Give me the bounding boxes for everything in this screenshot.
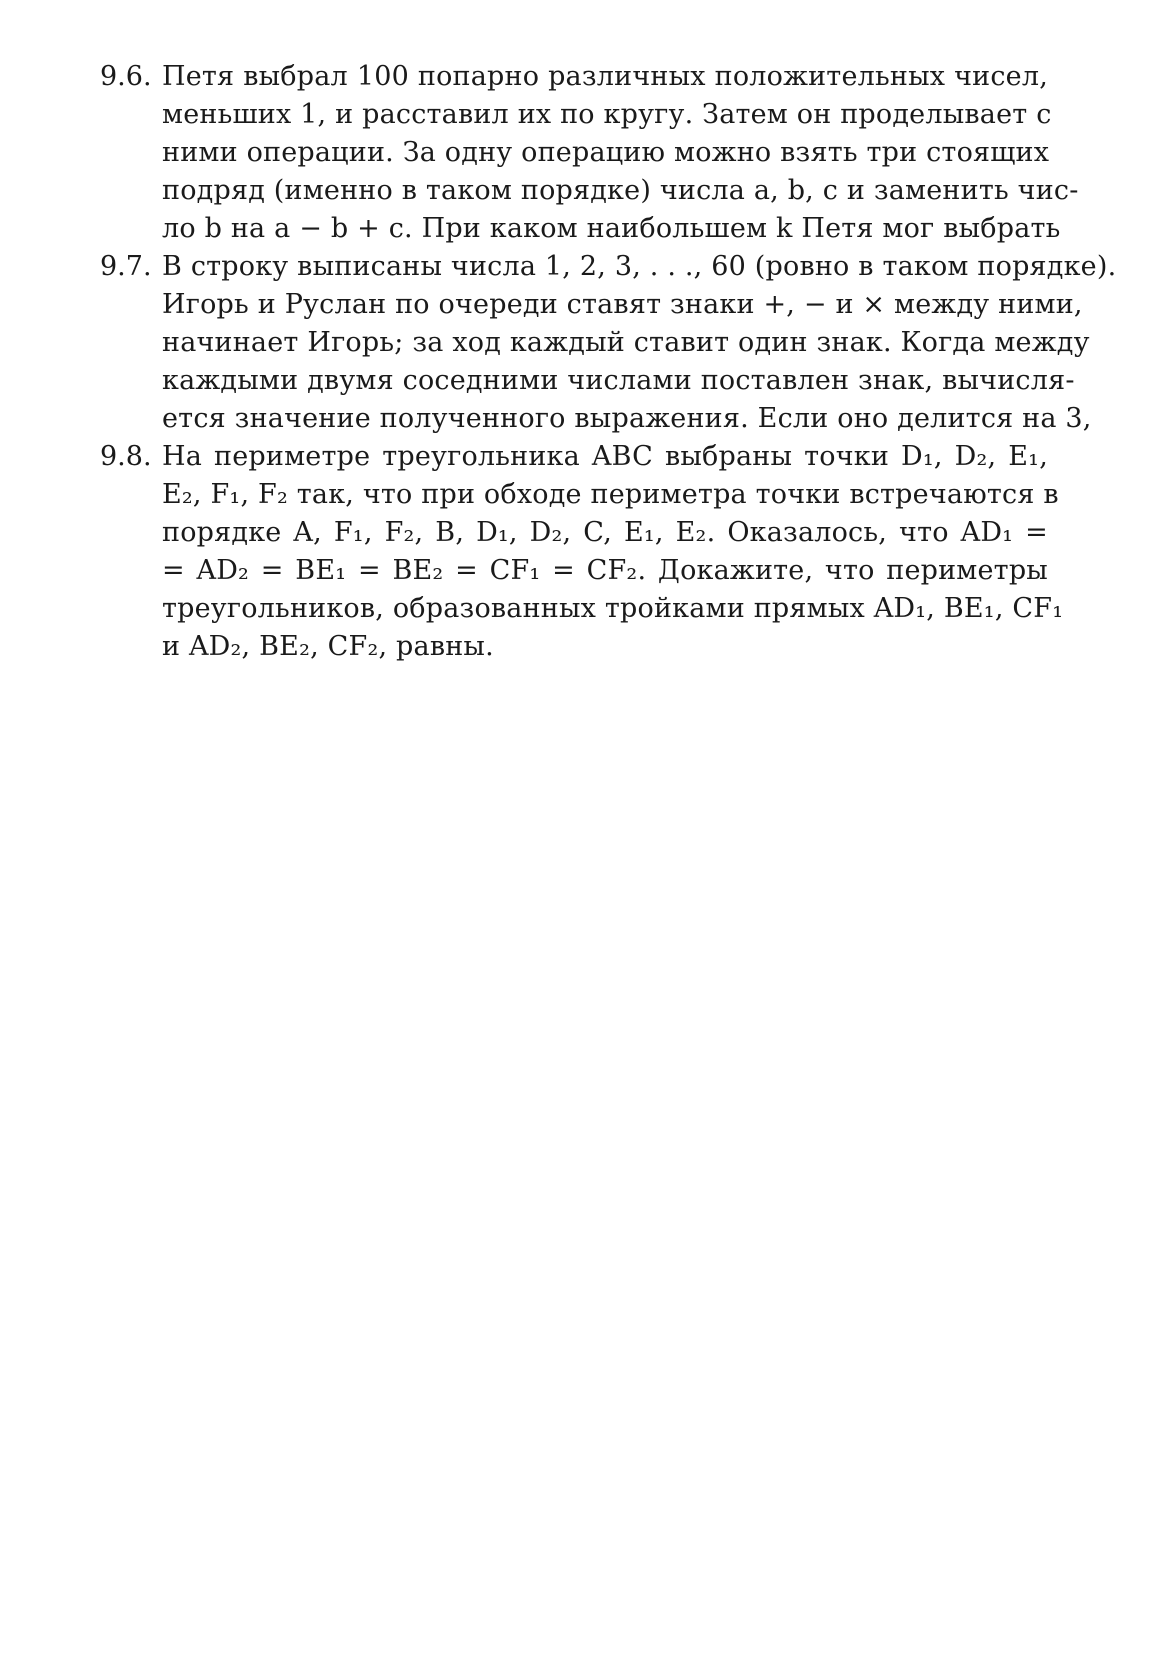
text-line: меньших 1, и расставил их по кругу. Затем он проделывает с: [162, 99, 1052, 130]
text-line: порядке A, F₁, F₂, B, D₁, D₂, C, E₁, E₂. Оказалось, что AD₁ =: [162, 517, 1048, 548]
text-line: ло b на a − b + c. При каком наибольшем k Петя мог выбрать: [162, 213, 1061, 244]
text-line: Игорь и Руслан по очереди ставят знаки +, − и × между ними,: [162, 289, 1083, 320]
text-line: начинает Игорь; за ход каждый ставит один знак. Когда между: [162, 327, 1090, 358]
text-line: = AD₂ = BE₁ = BE₂ = CF₁ = CF₂. Докажите, что периметры: [162, 555, 1048, 586]
problem-9-8: [100, 438, 1064, 666]
problem-number: 9.6.: [100, 61, 152, 92]
text-line: В строку выписаны числа 1, 2, 3, . . ., 60 (ровно в таком порядке).: [162, 251, 1117, 282]
text-line: На периметре треугольника ABC выбраны точки D₁, D₂, E₁,: [162, 441, 1048, 472]
problem-9-6: [100, 58, 1079, 248]
problem-number: 9.8.: [100, 441, 152, 472]
text-line: каждыми двумя соседними числами поставлен знак, вычисля-: [162, 365, 1075, 396]
text-line: Петя выбрал 100 попарно различных положительных чисел,: [162, 61, 1048, 92]
problem-9-7: [100, 248, 1117, 438]
text-line: E₂, F₁, F₂ так, что при обходе периметра точки встречаются в: [162, 479, 1059, 510]
text-line: подряд (именно в таком порядке) числа a, b, c и заменить чис-: [162, 175, 1079, 206]
text-line: ними операции. За одну операцию можно взять три стоящих: [162, 137, 1050, 168]
problem-number: 9.7.: [100, 251, 152, 282]
problem-list: [100, 58, 1117, 666]
text-line: и AD₂, BE₂, CF₂, равны.: [162, 631, 494, 662]
text-line: треугольников, образованных тройками прямых AD₁, BE₁, CF₁: [162, 593, 1064, 624]
text-line: ется значение полученного выражения. Если оно делится на 3,: [162, 403, 1092, 434]
